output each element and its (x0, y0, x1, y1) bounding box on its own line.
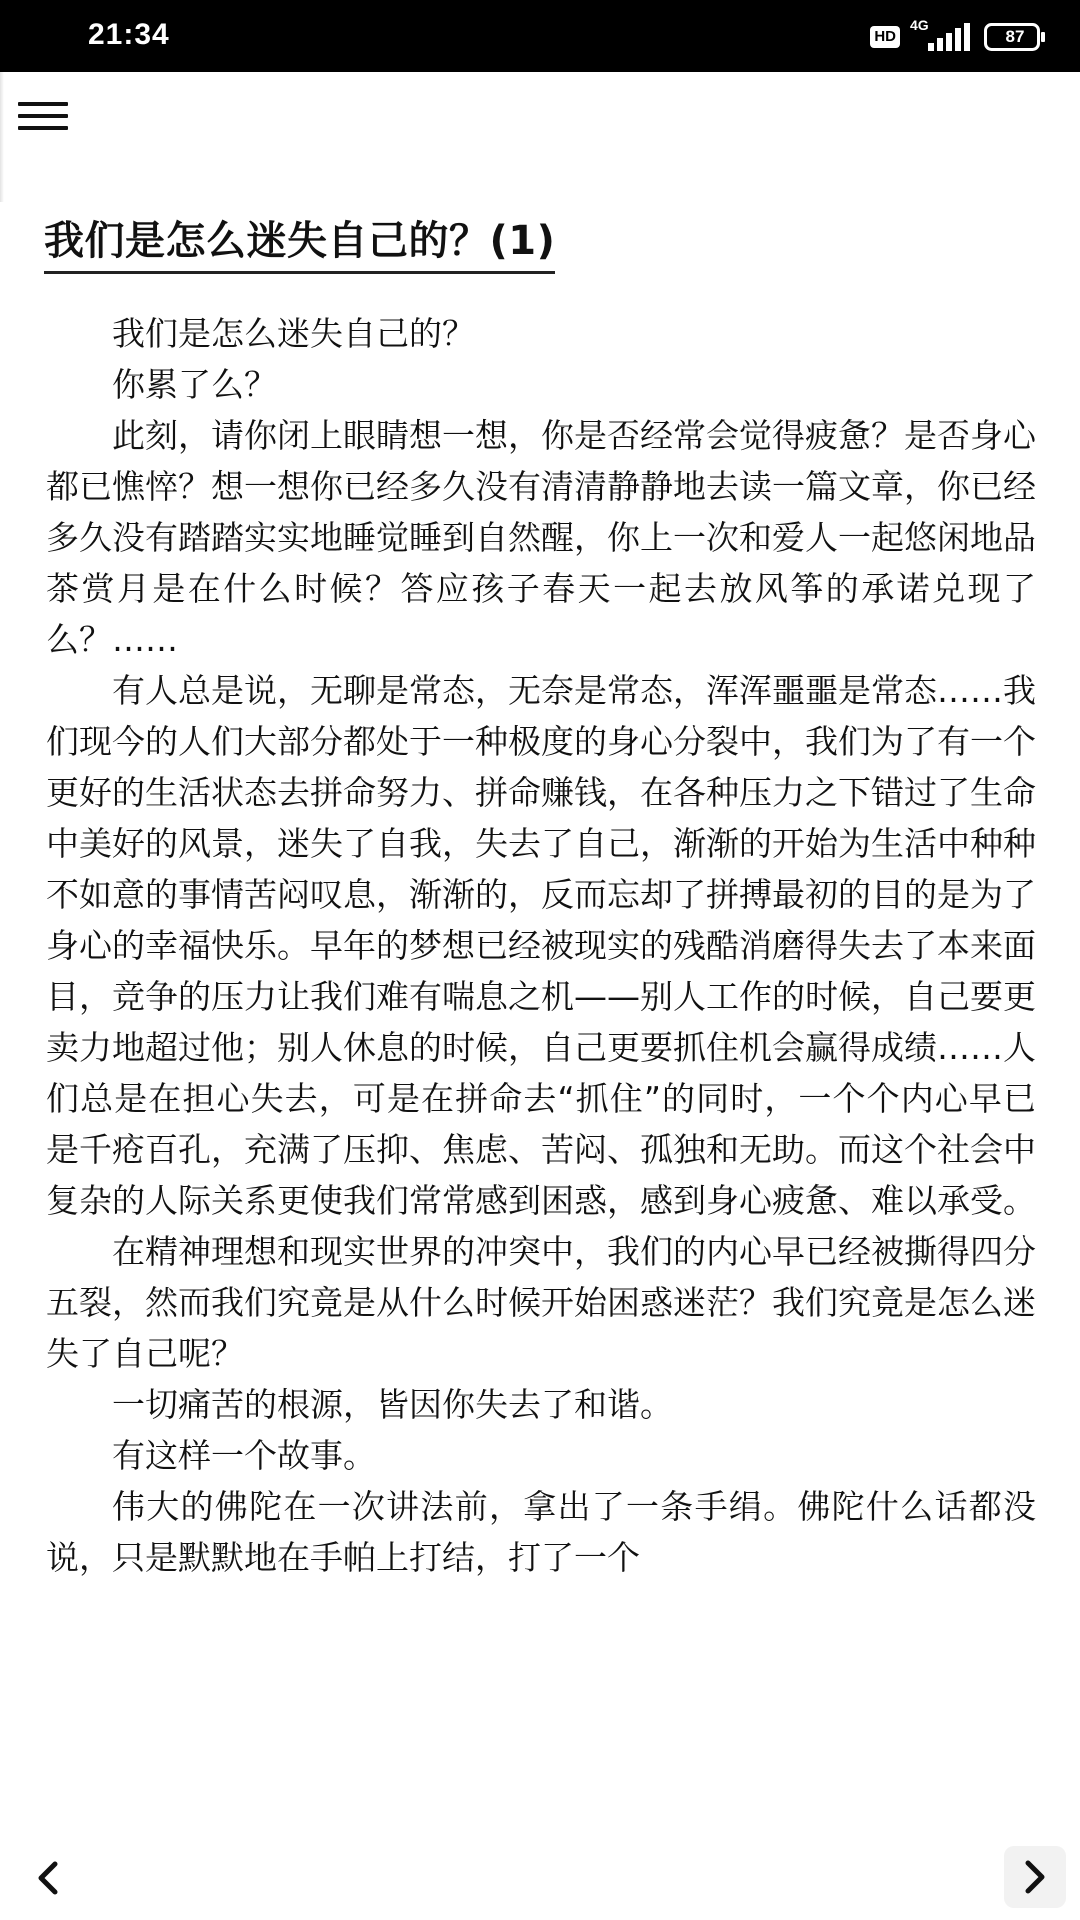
paragraph: 我们是怎么迷失自己的？ (112, 314, 475, 353)
network-indicator (910, 17, 974, 53)
paragraph: 伟大的佛陀在一次讲法前，拿出了一条手绢。佛陀什么话都没说，只是默默地在手帕上打结，打了一个 (46, 1487, 1036, 1577)
chevron-left-icon (36, 1861, 60, 1895)
chapter-title: 我们是怎么迷失自己的？(1) (44, 213, 555, 274)
previous-page-button[interactable] (20, 1846, 76, 1910)
hd-icon: HD (870, 26, 900, 48)
chapter-content (46, 308, 1036, 1583)
network-type-label: 4G (910, 17, 929, 33)
next-page-button[interactable] (1004, 1846, 1066, 1908)
paragraph: 在精神理想和现实世界的冲突中，我们的内心早已经被撕得四分五裂，然而我们究竟是从什么时候开始困惑迷茫？我们究竟是怎么迷失了自己呢？ (46, 1232, 1036, 1373)
drawer-edge (0, 72, 4, 202)
battery-level: 87 (1005, 27, 1025, 46)
status-time: 21:34 (88, 18, 170, 51)
paragraph: 一切痛苦的根源，皆因你失去了和谐。 (112, 1385, 673, 1424)
paragraph: 此刻，请你闭上眼睛想一想，你是否经常会觉得疲惫？是否身心都已憔悴？想一想你已经多久没有清清静静地去读一篇文章，你已经多久没有踏踏实实地睡觉睡到自然醒，你上一次和爱人一起悠闲地品茶赏月是在什么时候？答应孩子春天一起去放风筝的承诺兑现了么？…… (46, 416, 1036, 659)
paragraph: 有人总是说，无聊是常态，无奈是常态，浑浑噩噩是常态……我们现今的人们大部分都处于一种极度的身心分裂中，我们为了有一个更好的生活状态去拼命努力、拼命赚钱，在各种压力之下错过了生命中美好的风景，迷失了自我，失去了自己，渐渐的开始为生活中种种不如意的事情苦闷叹息，渐渐的，反而忘却了拼搏最初的目的是为了身心的幸福快乐。早年的梦想已经被现实的残酷消磨得失去了本来面目，竞争的压力让我们难有喘息之机——别人工作的时候，自己要更卖力地超过他；别人休息的时候，自己更要抓住机会赢得成绩……人们总是在担心失去，可是在拼命去“抓住”的同时，一个个内心早已是千疮百孔，充满了压抑、焦虑、苦闷、孤独和无助。而这个社会中复杂的人际关系更使我们常常感到困惑，感到身心疲惫、难以承受。 (46, 671, 1036, 1220)
paragraph: 有这样一个故事。 (112, 1436, 376, 1475)
battery-icon (984, 23, 1046, 51)
hamburger-menu-icon[interactable] (16, 98, 70, 134)
chevron-right-icon (1023, 1860, 1047, 1894)
status-icons (870, 17, 1046, 54)
status-bar (0, 0, 1080, 72)
signal-icon (928, 23, 972, 51)
paragraph: 你累了么？ (112, 365, 277, 404)
